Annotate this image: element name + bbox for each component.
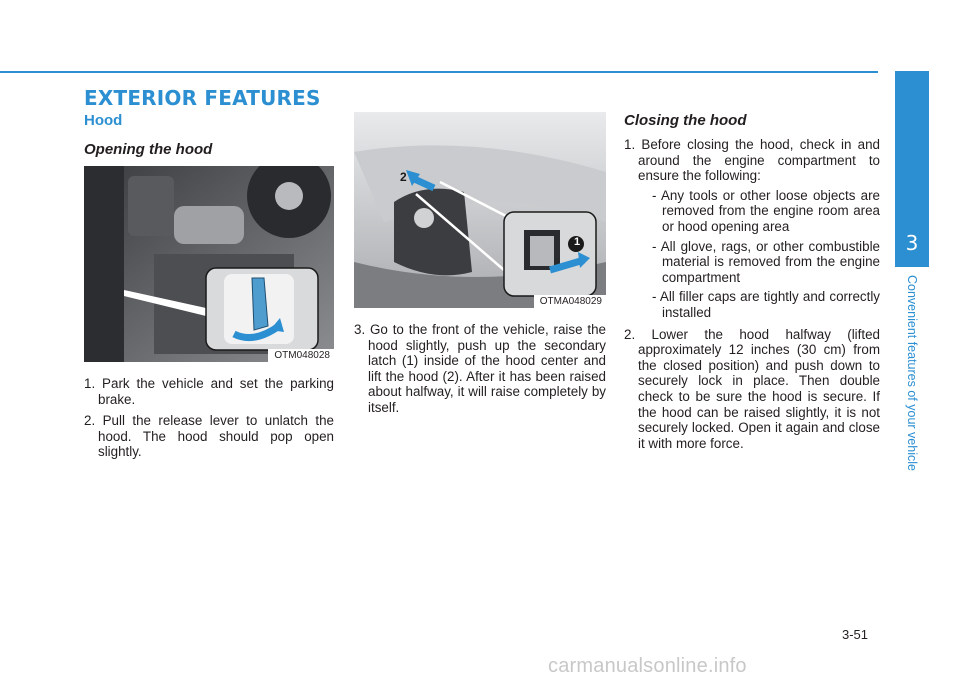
closing-checks <box>638 188 880 321</box>
list-item <box>624 137 880 321</box>
release-lever-illustration <box>84 166 334 362</box>
list-item: 3. Go to the front of the vehicle, raise the hood slightly, push up the secondary latch (1) inside of the hood center and lift the hood (2). After it has been raised about halfway, it will raise completely by itself. <box>354 322 606 415</box>
figure-code: OTMA048029 <box>534 295 606 308</box>
column-closing <box>624 110 880 457</box>
chapter-title: Convenient features of your vehicle <box>901 273 923 493</box>
callout-1: 1 <box>573 236 581 248</box>
section-title: EXTERIOR FEATURES <box>84 86 321 110</box>
hood-latch-illustration <box>354 112 606 308</box>
hood-latch-photo <box>354 112 606 308</box>
raising-steps <box>354 322 606 416</box>
header-rule <box>0 71 878 73</box>
release-lever-photo <box>84 166 334 362</box>
column-raising <box>354 110 606 422</box>
opening-heading: Opening the hood <box>84 141 213 158</box>
column-opening <box>84 110 334 466</box>
list-item: 2. Pull the release lever to unlatch the hood. The hood should pop open slightly. <box>84 413 334 460</box>
hood-heading: Hood <box>84 112 123 129</box>
list-item: - All filler caps are tightly and correctly installed <box>652 289 880 320</box>
callout-2: 2 <box>400 170 407 184</box>
list-item: 1. Park the vehicle and set the parking brake. <box>84 376 334 407</box>
page-number: 3-51 <box>842 627 869 642</box>
chapter-number: 3 <box>895 221 929 265</box>
watermark: carmanualsonline.info <box>548 655 747 677</box>
closing-heading: Closing the hood <box>624 112 747 129</box>
list-item: - All glove, rags, or other combustible material is removed from the engine compartment <box>652 238 880 285</box>
closing-steps <box>624 137 880 451</box>
list-item: - Any tools or other loose objects are removed from the engine room area or hood opening area <box>652 187 880 234</box>
list-item: 2. Lower the hood halfway (lifted approximately 12 inches (30 cm) from the closed position) and push down to securely lock in place. Then double check to be sure the hood is secure. If the hood can be raised slightly, it is not securely locked. Open it again and close it with more force. <box>624 326 880 451</box>
chapter-tab <box>895 71 929 501</box>
closing-step-1: 1. Before closing the hood, check in and around the engine compartment to ensure the following: <box>624 137 880 184</box>
figure-code: OTM048028 <box>268 349 334 362</box>
opening-steps <box>84 376 334 460</box>
